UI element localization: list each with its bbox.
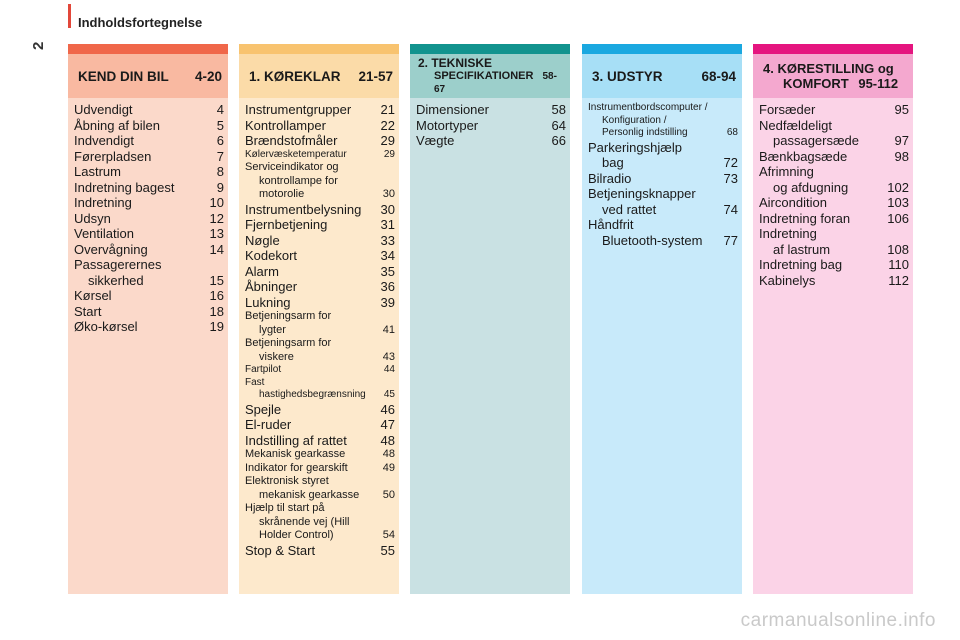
toc-entry <box>245 337 395 351</box>
toc-entry-title: Dimensioner <box>416 102 489 117</box>
toc-entry[interactable] <box>759 102 909 118</box>
toc-entry[interactable] <box>588 127 738 140</box>
toc-entry-title: Indretning bag <box>759 257 843 272</box>
toc-entry-title: Overvågning <box>74 241 148 257</box>
section-header[interactable] <box>753 54 913 98</box>
toc-entry-title: El-ruder <box>245 417 292 432</box>
toc-entry[interactable] <box>759 133 909 149</box>
toc-entry-page: 4 <box>216 102 224 117</box>
toc-entry-page: 44 <box>383 364 395 375</box>
toc-entry[interactable] <box>245 118 395 134</box>
toc-entry[interactable] <box>588 202 738 218</box>
toc-entry[interactable] <box>74 118 224 134</box>
toc-entry-page: 5 <box>216 117 224 133</box>
toc-entry[interactable] <box>245 433 395 449</box>
section-header[interactable] <box>582 54 742 98</box>
toc-entry-page: 9 <box>216 179 224 195</box>
toc-entry <box>74 257 224 273</box>
toc-entry-page: 41 <box>382 323 395 336</box>
toc-entry-title: Kontrollamper <box>245 117 326 133</box>
toc-entry <box>245 377 395 390</box>
toc-entry[interactable] <box>74 164 224 180</box>
toc-entry-title: Mekanisk gearkasse <box>245 448 346 460</box>
toc-entry-title: Indstilling af rattet <box>245 432 347 448</box>
toc-entry-title: Håndfrit <box>588 217 634 232</box>
header-accent-rule <box>68 4 71 28</box>
toc-entry-page: 48 <box>382 448 395 460</box>
toc-entry-page: 112 <box>888 272 909 288</box>
toc-entry-title: Afrimning <box>759 164 814 179</box>
toc-entry[interactable] <box>245 102 395 118</box>
toc-entry-title: Udvendigt <box>74 102 133 117</box>
toc-entry[interactable] <box>588 155 738 171</box>
toc-entry-title: Indretning <box>759 226 817 241</box>
toc-entry[interactable] <box>245 489 395 503</box>
toc-entry <box>245 175 395 189</box>
toc-entry[interactable] <box>588 171 738 187</box>
section-entries <box>239 98 399 594</box>
toc-entry <box>759 164 909 180</box>
section-color-bar <box>410 44 570 54</box>
toc-entry-page: 39 <box>380 294 395 310</box>
toc-entry-title: Betjeningsknapper <box>588 186 696 201</box>
toc-entry-page: 106 <box>887 210 909 226</box>
section-subtitle: KOMFORT <box>783 76 849 91</box>
toc-entry-page: 18 <box>209 303 224 319</box>
toc-entry[interactable] <box>74 319 224 335</box>
toc-entry[interactable] <box>74 211 224 227</box>
section-color-bar <box>239 44 399 54</box>
section-page-range: 21-57 <box>358 68 393 84</box>
toc-entry[interactable] <box>245 529 395 543</box>
toc-entry-title: Parkeringshjælp <box>588 139 682 155</box>
section-koereklar <box>239 44 399 594</box>
toc-entry[interactable] <box>245 389 395 402</box>
toc-entry[interactable] <box>245 217 395 233</box>
section-title: KEND DIN BIL <box>78 68 169 84</box>
toc-entry-title: Fast <box>245 376 265 388</box>
toc-entry-title: Betjeningsarm for <box>245 310 332 322</box>
section-title: 2. TEKNISKE <box>418 55 493 70</box>
toc-entry-page: 34 <box>380 248 395 263</box>
section-entries <box>68 98 228 594</box>
toc-entry-title: Udsyn <box>74 210 111 226</box>
toc-entry-title: Bænkbagsæde <box>759 148 848 164</box>
toc-entry-title: Indikator for gearskift <box>245 461 348 474</box>
toc-entry-page: 97 <box>894 133 909 148</box>
toc-entry-title: Passagerernes <box>74 257 162 272</box>
toc-entry-title: Nøgle <box>245 232 280 248</box>
section-title: 4. KØRESTILLING og <box>763 61 894 76</box>
toc-entry-page: 55 <box>380 542 395 558</box>
section-kend-din-bil <box>68 44 228 594</box>
toc-entry[interactable] <box>74 273 224 289</box>
toc-entry-title: Åbninger <box>245 279 298 294</box>
toc-entry[interactable] <box>245 417 395 433</box>
toc-entry[interactable] <box>245 402 395 418</box>
toc-entry-title: skrånende vej (Hill <box>259 515 350 528</box>
toc-entry-page: 77 <box>723 232 738 248</box>
toc-entry-title: Holder Control) <box>259 529 334 541</box>
toc-entry[interactable] <box>245 448 395 462</box>
toc-entry[interactable] <box>245 364 395 377</box>
toc-entry-page: 36 <box>380 279 395 294</box>
toc-entry[interactable] <box>74 288 224 304</box>
section-color-bar <box>68 44 228 54</box>
toc-entry-title: Øko-kørsel <box>74 319 138 334</box>
toc-entry-title: Betjeningsarm for <box>245 337 332 349</box>
toc-entry[interactable] <box>245 295 395 311</box>
toc-entry-page: 29 <box>383 148 395 160</box>
toc-entry-title: Kabinelys <box>759 272 816 288</box>
toc-entry-title: Indretning <box>74 195 132 210</box>
toc-entry-page: 74 <box>723 201 738 217</box>
toc-entry-title: Konfiguration / <box>602 114 667 126</box>
toc-entry-title: Vægte <box>416 133 455 148</box>
watermark: carmanualsonline.info <box>740 610 936 631</box>
toc-entry-title: Alarm <box>245 263 279 279</box>
toc-entry[interactable] <box>245 324 395 338</box>
toc-entry-page: 102 <box>887 179 909 195</box>
toc-entry-title: mekanisk gearkasse <box>259 488 360 501</box>
toc-entry-title: Spejle <box>245 401 282 417</box>
toc-entry[interactable] <box>416 102 566 118</box>
toc-entry[interactable] <box>759 242 909 258</box>
toc-entry-title: lygter <box>259 323 286 336</box>
toc-entry <box>759 226 909 242</box>
toc-entry-page: 14 <box>209 241 224 257</box>
toc-entry-title: Serviceindikator og <box>245 161 339 173</box>
toc-entry-page: 21 <box>380 102 395 117</box>
toc-entry-page: 50 <box>382 488 395 501</box>
toc-entry-page: 46 <box>380 401 395 417</box>
section-title: 1. KØREKLAR <box>249 68 341 84</box>
toc-entry-page: 54 <box>382 529 395 541</box>
toc-entry-page: 73 <box>723 170 738 186</box>
toc-entry[interactable] <box>74 102 224 118</box>
toc-entry-page: 31 <box>380 217 395 232</box>
toc-entry-title: Hjælp til start på <box>245 502 325 514</box>
toc-entry-title: Ventilation <box>74 226 134 241</box>
toc-entry-title: Bluetooth-system <box>602 232 703 248</box>
toc-entry-title: Kodekort <box>245 248 298 263</box>
toc-entry[interactable] <box>245 248 395 264</box>
toc-entry-page: 110 <box>888 257 909 272</box>
section-entries <box>582 98 742 594</box>
toc-entry-title: Indretning bagest <box>74 179 175 195</box>
toc-entry-page: 66 <box>551 133 566 148</box>
toc-entry-title: Instrumentbordscomputer / <box>588 102 708 113</box>
toc-entry-page: 15 <box>209 272 224 288</box>
toc-entry[interactable] <box>245 202 395 218</box>
toc-entry-page: 7 <box>216 148 224 164</box>
section-udstyr <box>582 44 742 594</box>
toc-entry-title: Instrumentbelysning <box>245 201 362 217</box>
toc-entry-title: Motortyper <box>416 117 479 133</box>
toc-entry-page: 103 <box>887 195 909 210</box>
toc-entry-page: 95 <box>894 102 909 117</box>
section-tekniske-specifikationer <box>410 44 570 594</box>
toc-entry-title: Forsæder <box>759 102 816 117</box>
toc-entry-title: viskere <box>259 350 294 363</box>
toc-entry[interactable] <box>245 543 395 559</box>
toc-entry-page: 72 <box>723 155 738 170</box>
toc-entry <box>588 115 738 128</box>
toc-entry[interactable] <box>759 149 909 165</box>
toc-entry-title: Lastrum <box>74 164 121 179</box>
section-entries <box>753 98 913 594</box>
toc-entry-title: Start <box>74 303 102 319</box>
toc-entry-page: 30 <box>380 201 395 217</box>
toc-entry[interactable] <box>759 273 909 289</box>
toc-entry-page: 6 <box>216 133 224 148</box>
page-title: Indholdsfortegnelse <box>78 15 203 30</box>
section-page-range: 95-112 <box>858 76 899 91</box>
toc-entry <box>588 186 738 202</box>
toc-entry[interactable] <box>245 133 395 149</box>
toc-entry-title: bag <box>602 155 624 170</box>
toc-entry-title: Stop & Start <box>245 542 316 558</box>
toc-entry-title: Indvendigt <box>74 133 134 148</box>
toc-entry-page: 48 <box>380 432 395 448</box>
toc-entry[interactable] <box>245 264 395 280</box>
toc-entry-title: af lastrum <box>773 241 831 257</box>
toc-entry[interactable] <box>74 304 224 320</box>
section-header[interactable] <box>410 54 570 98</box>
toc-entry[interactable] <box>74 149 224 165</box>
toc-entry-page: 108 <box>887 241 909 257</box>
toc-entry <box>245 516 395 530</box>
toc-entry[interactable] <box>74 195 224 211</box>
toc-entry-page: 10 <box>209 195 224 210</box>
toc-entry-title: Brændstofmåler <box>245 133 338 148</box>
section-color-bar <box>753 44 913 54</box>
toc-entry-page: 35 <box>380 263 395 279</box>
toc-entry-title: Bilradio <box>588 170 632 186</box>
toc-entry-title: Kølervæsketemperatur <box>245 148 347 160</box>
toc-entry[interactable] <box>245 188 395 202</box>
toc-entry-title: kontrollampe for <box>259 174 338 187</box>
toc-entry-title: Indretning foran <box>759 210 851 226</box>
section-page-range: 68-94 <box>701 68 736 84</box>
toc-entry-page: 22 <box>380 117 395 133</box>
toc-entry-page: 49 <box>382 461 395 474</box>
toc-entry <box>245 475 395 489</box>
section-subtitle: SPECIFIKATIONER <box>434 69 534 82</box>
toc-entry-title: Førerpladsen <box>74 148 152 164</box>
toc-entry-title: Kørsel <box>74 288 112 303</box>
toc-entry-title: passagersæde <box>773 133 859 148</box>
toc-entry-page: 16 <box>209 288 224 303</box>
toc-entry-title: Nedfældeligt <box>759 117 832 133</box>
toc-entry-page: 64 <box>551 117 566 133</box>
toc-entry-title: Fjernbetjening <box>245 217 328 232</box>
toc-entry-title: hastighedsbegrænsning <box>259 389 366 400</box>
toc-entry[interactable] <box>416 133 566 149</box>
page-number: 2 <box>30 41 47 50</box>
toc-entry[interactable] <box>245 233 395 249</box>
section-page-range: 4-20 <box>194 68 222 84</box>
toc-entry <box>588 140 738 156</box>
toc-entry[interactable] <box>74 180 224 196</box>
toc-entry-title: Aircondition <box>759 195 827 210</box>
toc-entry[interactable] <box>759 180 909 196</box>
toc-entry[interactable] <box>588 233 738 249</box>
toc-entry-title: motorolie <box>259 188 305 200</box>
toc-entry[interactable] <box>759 211 909 227</box>
toc-entry-title: Lukning <box>245 294 291 310</box>
toc-entry-page: 45 <box>383 389 395 400</box>
toc-entry <box>245 310 395 324</box>
toc-entry-page: 47 <box>380 417 395 432</box>
toc-entry <box>245 502 395 516</box>
toc-entry-page: 30 <box>382 188 395 200</box>
section-page-range: 58-67 <box>434 70 557 95</box>
section-header[interactable] <box>239 54 399 98</box>
toc-entry-title: Fartpilot <box>245 364 282 375</box>
toc-entry-page: 19 <box>209 319 224 334</box>
toc-entry[interactable] <box>245 279 395 295</box>
toc-entry-page: 43 <box>382 350 395 363</box>
toc-entry-page: 29 <box>380 133 395 148</box>
toc-entry-title: Instrumentgrupper <box>245 102 352 117</box>
toc-entry-page: 8 <box>216 164 224 179</box>
toc-entry <box>588 217 738 233</box>
toc-entry-page: 12 <box>209 210 224 226</box>
toc-entry-page: 33 <box>380 232 395 248</box>
toc-entry <box>759 118 909 134</box>
toc-entry[interactable] <box>759 195 909 211</box>
section-entries <box>410 98 570 594</box>
toc-entry-page: 68 <box>726 127 738 138</box>
toc-entry[interactable] <box>74 242 224 258</box>
section-header[interactable] <box>68 54 228 98</box>
toc-entry-title: og afdugning <box>773 179 849 195</box>
toc-entry-title: sikkerhed <box>88 272 144 288</box>
toc-entry[interactable] <box>416 118 566 134</box>
section-color-bar <box>582 44 742 54</box>
section-koerestilling-komfort <box>753 44 913 594</box>
toc-entry-title: ved rattet <box>602 201 657 217</box>
toc-entry[interactable] <box>245 149 395 162</box>
toc-entry[interactable] <box>759 257 909 273</box>
toc-entry-title: Åbning af bilen <box>74 117 161 133</box>
toc-entry[interactable] <box>245 351 395 365</box>
toc-entry-page: 58 <box>551 102 566 117</box>
toc-entry <box>245 161 395 175</box>
toc-entry[interactable] <box>245 462 395 476</box>
toc-entry-page: 98 <box>894 148 909 164</box>
toc-entry <box>588 102 738 115</box>
toc-entry[interactable] <box>74 226 224 242</box>
toc-entry-title: Elektronisk styret <box>245 475 329 487</box>
toc-entry-page: 13 <box>209 226 224 241</box>
toc-entry[interactable] <box>74 133 224 149</box>
toc-entry-title: Personlig indstilling <box>602 127 688 138</box>
section-title: 3. UDSTYR <box>592 68 663 84</box>
